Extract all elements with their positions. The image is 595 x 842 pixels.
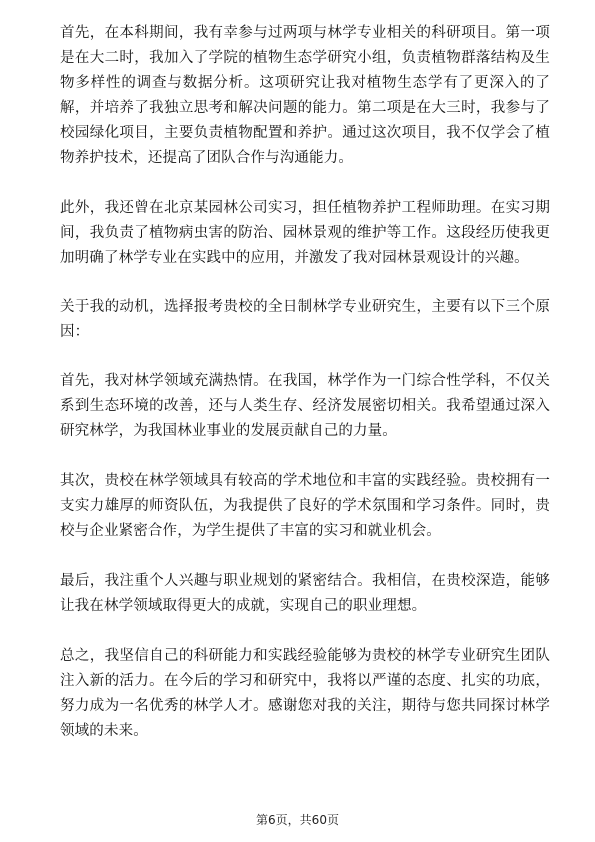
paragraph-reason-third: 最后，我注重个人兴趣与职业规划的紧密结合。我相信，在贵校深造，能够让我在林学领域取得更大的成就，实现自己的职业理想。 xyxy=(60,573,550,614)
paragraph-conclusion: 总之，我坚信自己的科研能力和实践经验能够为贵校的林学专业研究生团队注入新的活力。在今后的学习和研究中，我将以严谨的态度、扎实的功底，努力成为一名优秀的林学人才。感谢您对我的关注，期待与您共同探讨林学领域的未来。 xyxy=(60,648,550,739)
page-number: 第6页，共60页 xyxy=(256,813,339,827)
paragraph-motivation-intro: 关于我的动机，选择报考贵校的全日制林学专业研究生，主要有以下三个原因： xyxy=(60,299,550,340)
paragraph-reason-first: 首先，我对林学领域充满热情。在我国，林学作为一门综合性学科，不仅关系到生态环境的改善，还与人类生存、经济发展密切相关。我希望通过深入研究林学，为我国林业事业的发展贡献自己的力量。 xyxy=(60,373,550,439)
paragraph-reason-second: 其次，贵校在林学领域具有较高的学术地位和丰富的实践经验。贵校拥有一支实力雄厚的师资队伍，为我提供了良好的学术氛围和学习条件。同时，贵校与企业紧密合作，为学生提供了丰富的实习和就业机会。 xyxy=(60,473,550,539)
paragraph-internship: 此外，我还曾在北京某园林公司实习，担任植物养护工程师助理。在实习期间，我负责了植物病虫害的防治、园林景观的维护等工作。这段经历使我更加明确了林学专业在实践中的应用，并激发了我对园林景观设计的兴趣。 xyxy=(60,200,550,266)
paragraph-research-projects: 首先，在本科期间，我有幸参与过两项与林学专业相关的科研项目。第一项是在大二时，我加入了学院的植物生态学研究小组，负责植物群落结构及生物多样性的调查与数据分析。这项研究让我对植物生态学有了更深入的了解，并培养了我独立思考和解决问题的能力。第二项是在大三时，我参与了校园绿化项目，主要负责植物配置和养护。通过这次项目，我不仅学会了植物养护技术，还提高了团队合作与沟通能力。 xyxy=(60,25,550,166)
